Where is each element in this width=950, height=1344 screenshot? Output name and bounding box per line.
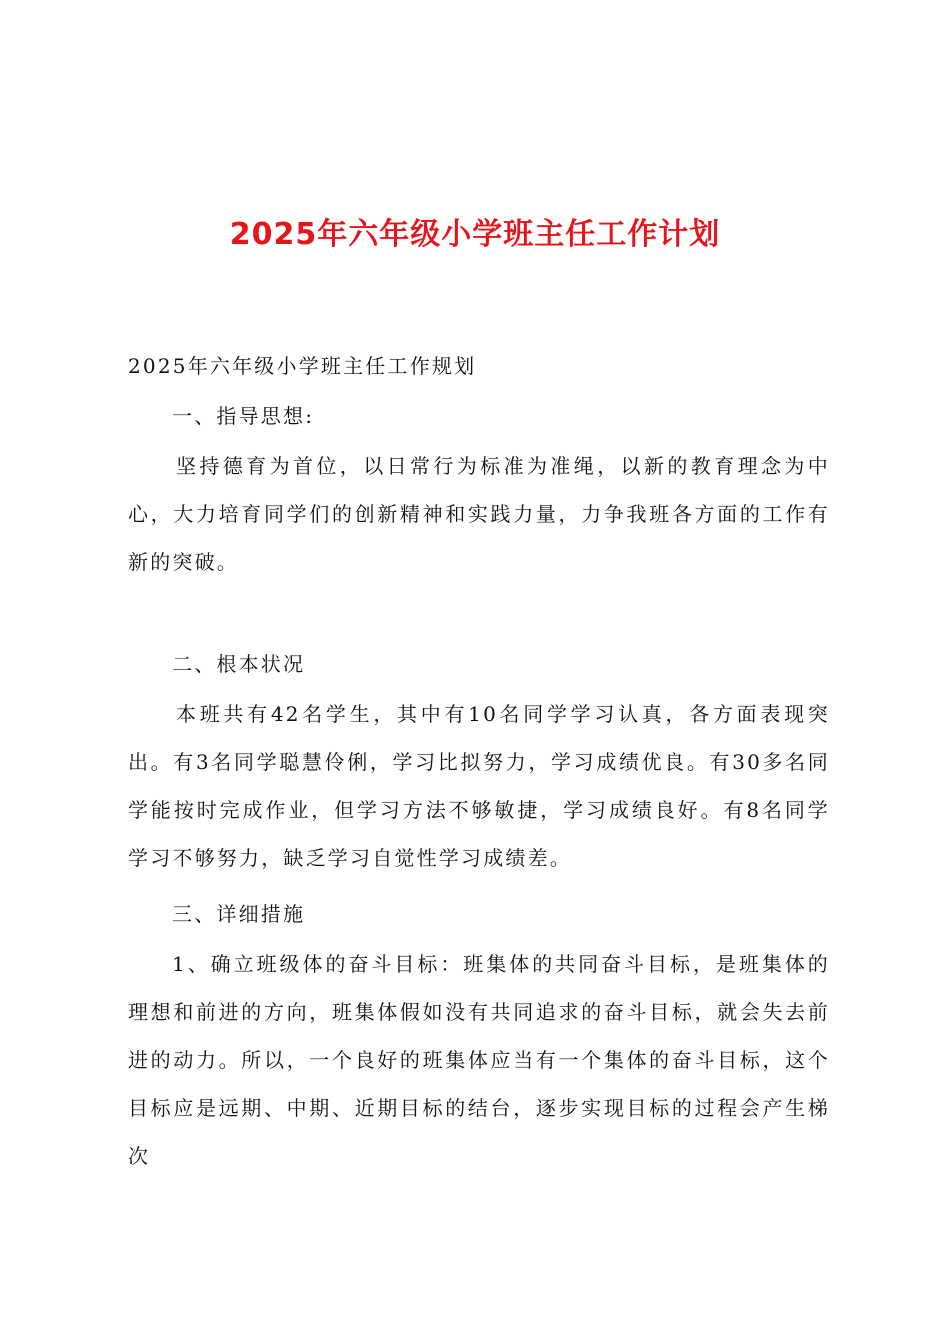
section-paragraph-basic-situation: 本班共有42名学生，其中有10名同学学习认真，各方面表现突出。有3名同学聪慧伶俐，学习比拟努力，学习成绩优良。有30多名同学能按时完成作业，但学习方法不够敏捷，学习成绩良好。有8名同学学习不够努力，缺乏学习自觉性学习成绩差。: [128, 702, 830, 870]
section-heading-basic-situation: 二、根本状况: [172, 652, 306, 676]
section-paragraph-guiding-ideology: 坚持德育为首位，以日常行为标准为准绳，以新的教育理念为中心，大力培育同学们的创新精神和实践力量，力争我班各方面的工作有新的突破。: [128, 454, 830, 574]
document-title: 2025年六年级小学班主任工作计划: [229, 217, 721, 252]
document-subtitle: 2025年六年级小学班主任工作规划: [128, 354, 477, 378]
section-paragraph-detailed-measures: 1、确立班级体的奋斗目标：班集体的共同奋斗目标，是班集体的理想和前进的方向，班集体假如没有共同追求的奋斗目标，就会失去前进的动力。所以，一个良好的班集体应当有一个集体的奋斗目标，这个目标应是远期、中期、近期目标的结台，逐步实现目标的过程会产生梯次: [128, 952, 830, 1168]
section-heading-detailed-measures: 三、详细措施: [172, 902, 306, 926]
section-heading-guiding-ideology: 一、指导思想:: [172, 404, 315, 428]
